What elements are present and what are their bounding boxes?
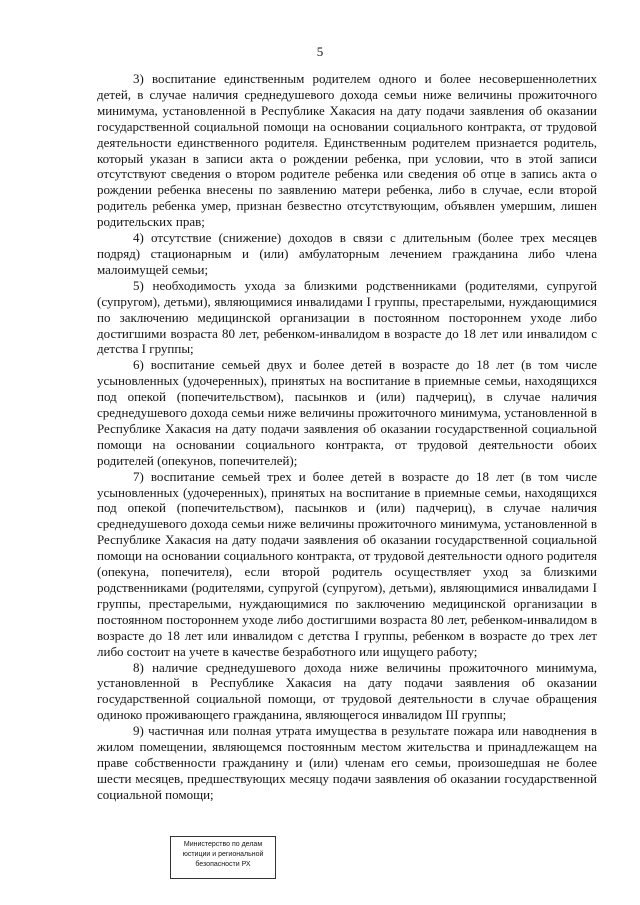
paragraph-item-8: 8) наличие среднедушевого дохода ниже величины прожиточного минимума, установленной в Республике Хакасия на дату подачи заявления об оказании государственной социальной помощи, от трудовой деятельности в случае обращения одиноко проживающего гражданина, являющегося инвалидом III группы; [97, 659, 597, 723]
ministry-stamp [170, 836, 276, 879]
stamp-line-2: юстиции и региональной [182, 851, 264, 858]
stamp-line-3: безопасности РХ [195, 861, 251, 868]
paragraph-item-5: 5) необходимость ухода за близкими родственниками (родителями, супругой (супругом), детьми), являющимися инвалидами I группы, престарелыми, нуждающимися по заключению медицинской организации в постоянном постороннем уходе либо достигшими возраста 80 лет, ребенком-инвалидом в возрасте до 18 лет или инвалидом с детства I группы; [97, 277, 597, 357]
paragraph-item-9: 9) частичная или полная утрата имущества в результате пожара или наводнения в жилом помещении, являющемся постоянным местом жительства и принадлежащем на праве собственности гражданину и (или) членам его семьи, произошедшая не более шести месяцев, предшествующих месяцу подачи заявления об оказании государственной социальной помощи; [97, 723, 597, 802]
paragraph-item-6: 6) воспитание семьей двух и более детей в возрасте до 18 лет (в том числе усыновленных (удочеренных), принятых на воспитание в приемные семьи, находящихся под опекой (попечительством), пасынков и (или) падчериц), в случае наличия среднедушевого дохода семьи ниже величины прожиточного минимума, установленной в Республике Хакасия на дату подачи заявления об оказании государственной социальной помощи на основании социального контракта, от трудовой деятельности обоих родителей (опекунов, попечителей); [97, 357, 597, 468]
document-body [97, 71, 597, 803]
paragraph-item-7: 7) воспитание семьей трех и более детей в возрасте до 18 лет (в том числе усыновленных (удочеренных), принятых на воспитание в приемные семьи, находящихся под опекой (попечительством), пасынков и (или) падчериц), в случае наличия среднедушевого дохода семьи ниже величины прожиточного минимума, установленной в Республике Хакасия на дату подачи заявления об оказании государственной социальной помощи на основании социального контракта, от трудовой деятельности одного родителя (опекуна, попечителя), если второй родитель осуществляет уход за близкими родственниками (родителями, супругой (супругом), детьми), являющимися инвалидами I группы, престарелыми, нуждающимися по заключению медицинской организации в постоянном постороннем уходе либо достигшими возраста 80 лет, ребенком-инвалидом в возрасте до 18 лет или инвалидом с детства I группы, ребенком в возрасте до трех лет либо состоит на учете в качестве безработного или ищущего работу; [97, 468, 597, 659]
stamp-line-1: Министерство по делам [183, 841, 263, 848]
paragraph-item-4: 4) отсутствие (снижение) доходов в связи с длительным (более трех месяцев подряд) стационарным и (или) амбулаторным лечением гражданина либо члена малоимущей семьи; [97, 230, 597, 277]
page-number: 5 [316, 44, 324, 59]
paragraph-item-3: 3) воспитание единственным родителем одного и более несовершеннолетних детей, в случае наличия среднедушевого дохода семьи ниже величины прожиточного минимума, установленной в Республике Хакасия на дату подачи заявления об оказании государственной социальной помощи на основании социального контракта, от трудовой деятельности единственного родителя. Единственным родителем признается родитель, который указан в записи акта о рождении ребенка, при условии, что в этой записи отсутствуют сведения о втором родителе ребенка или сведения об отце в запись акта о рождении ребенка внесены по заявлению матери ребенка, либо в случае, если второй родитель ребенка умер, признан безвестно отсутствующим, объявлен умершим, лишен родительских прав; [97, 71, 597, 230]
